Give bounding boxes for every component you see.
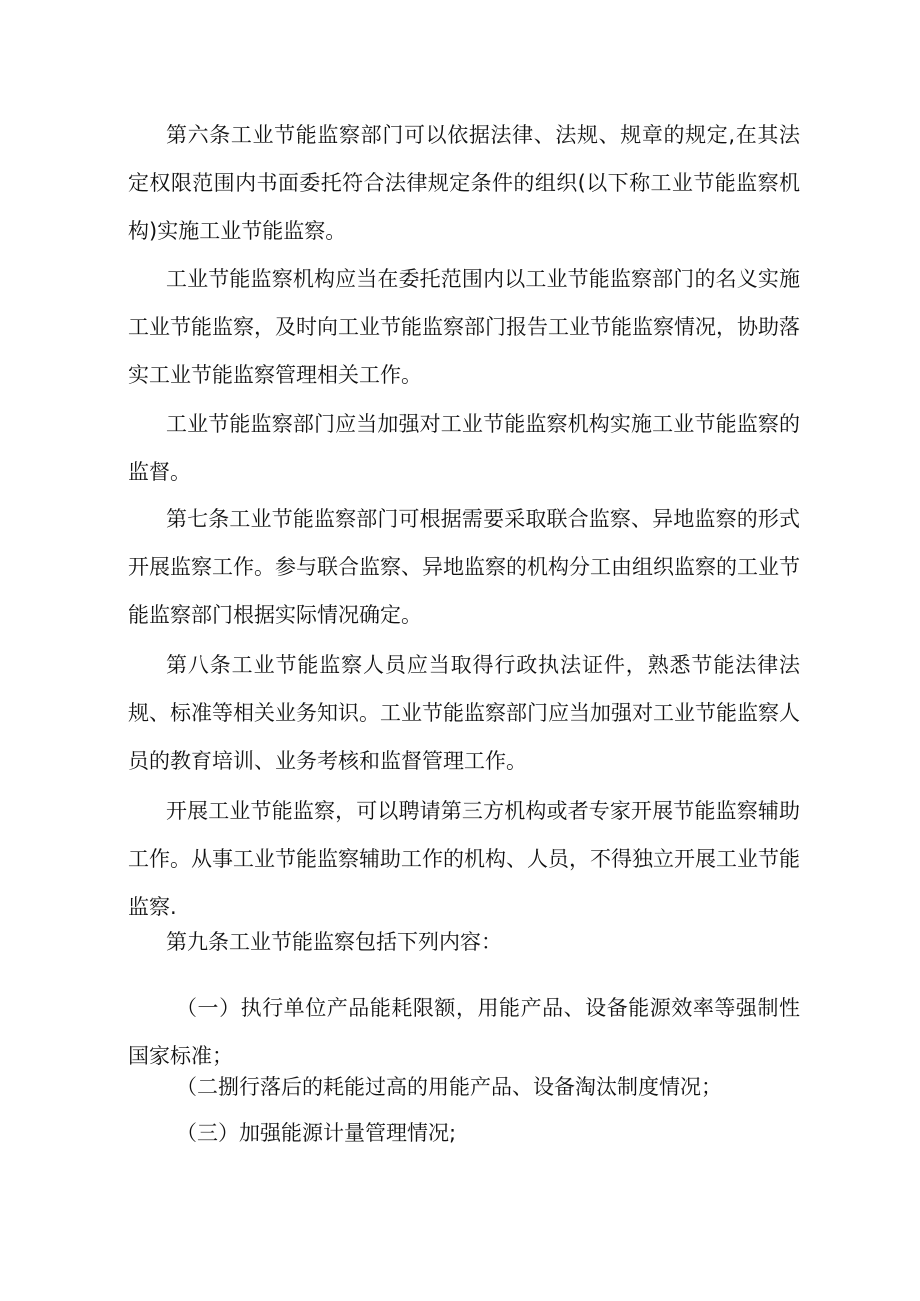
list-item-3: （三）加强能源计量管理情况; [176, 1121, 457, 1145]
paragraph-article-9: 第九条工业节能监察包括下列内容： [166, 930, 502, 954]
list-item-1: （一）执行单位产品能耗限额，用能产品、设备能源效率等强制性国家标准； [128, 996, 800, 1068]
list-item-2: （二捌行落后的耗能过高的用能产品、设备淘汰制度情况； [176, 1075, 722, 1099]
paragraph-article-8: 第八条工业节能监察人员应当取得行政执法证件，熟悉节能法律法规、标准等相关业务知识。工业节能监察部门应当加强对工业节能监察人员的教育培训、业务考核和监督管理工作。 [128, 653, 800, 773]
paragraph-article-7: 第七条工业节能监察部门可根据需要采取联合监察、异地监察的形式开展监察工作。参与联合监察、异地监察的机构分工由组织监察的工业节能监察部门根据实际情况确定。 [128, 507, 800, 627]
paragraph-third-party-assistance: 开展工业节能监察，可以聘请第三方机构或者专家开展节能监察辅助工作。从事工业节能监察辅助工作的机构、人员，不得独立开展工业节能监察. [128, 799, 800, 919]
paragraph-article-6: 第六条工业节能监察部门可以依据法律、法规、规章的规定,在其法定权限范围内书面委托符合法律规定条件的组织(以下称工业节能监察机构)实施工业节能监察。 [128, 123, 800, 243]
paragraph-supervision-institution: 工业节能监察机构应当在委托范围内以工业节能监察部门的名义实施工业节能监察，及时向工业节能监察部门报告工业节能监察情况，协助落实工业节能监察管理相关工作。 [128, 267, 800, 387]
paragraph-supervision-oversight: 工业节能监察部门应当加强对工业节能监察机构实施工业节能监察的监督。 [128, 412, 800, 484]
